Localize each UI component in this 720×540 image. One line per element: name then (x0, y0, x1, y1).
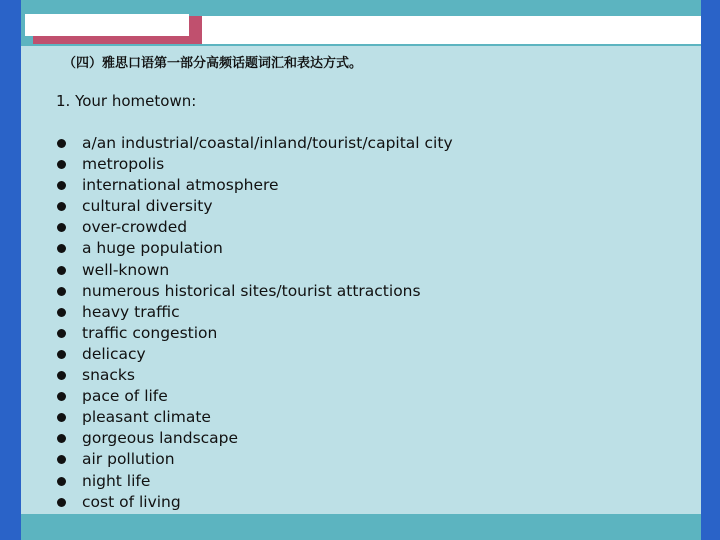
bullet-icon (57, 266, 66, 275)
vocab-item-text: international atmosphere (82, 176, 279, 195)
white-header-strip (202, 16, 701, 44)
bullet-icon (57, 160, 66, 169)
vocab-item (51, 281, 453, 302)
vocab-item (51, 260, 453, 281)
vocab-item-text: numerous historical sites/tourist attractions (82, 281, 421, 300)
bullet-icon (57, 181, 66, 190)
vocab-item-text: over-crowded (82, 218, 188, 237)
vocab-item-text: air pollution (82, 450, 175, 469)
vocab-item-text: a huge population (82, 239, 223, 258)
vocab-item-text: heavy traffic (82, 302, 180, 321)
vocab-item-text: night life (82, 471, 151, 490)
vocab-item-text: pace of life (82, 387, 168, 406)
vocab-item (51, 196, 453, 217)
vocab-item-text: delicacy (82, 344, 146, 363)
vocab-item (51, 175, 453, 196)
bullet-icon (57, 202, 66, 211)
bullet-icon (57, 477, 66, 486)
vocab-item-text: traffic congestion (82, 323, 218, 342)
vocab-item (51, 407, 453, 428)
bullet-icon (57, 392, 66, 401)
vocab-item-text: pleasant climate (82, 408, 211, 427)
vocab-item (51, 217, 453, 238)
vocab-list (51, 133, 453, 513)
bullet-icon (57, 223, 66, 232)
topic-title: 1. Your hometown: (56, 92, 197, 110)
bullet-icon (57, 139, 66, 148)
bullet-icon (57, 308, 66, 317)
slide (21, 0, 701, 540)
vocab-item-text: gorgeous landscape (82, 429, 239, 448)
vocab-item (51, 302, 453, 323)
bullet-icon (57, 287, 66, 296)
bullet-icon (57, 498, 66, 507)
vocab-item (51, 471, 453, 492)
bottom-decor-bar (21, 514, 701, 540)
vocab-item (51, 449, 453, 470)
bullet-icon (57, 434, 66, 443)
vocab-item-text: cultural diversity (82, 197, 213, 216)
bullet-icon (57, 329, 66, 338)
white-title-box (25, 14, 189, 36)
vocab-item-text: cost of living (82, 492, 181, 511)
vocab-item (51, 238, 453, 259)
vocab-item-text: a/an industrial/coastal/inland/tourist/capital city (82, 134, 453, 152)
vocab-item (51, 428, 453, 449)
vocab-item-text: metropolis (82, 155, 165, 174)
vocab-item (51, 365, 453, 386)
vocab-item (51, 492, 453, 513)
bullet-icon (57, 350, 66, 359)
bullet-icon (57, 413, 66, 422)
bullet-icon (57, 455, 66, 464)
section-heading: （四）雅思口语第一部分高频话题词汇和表达方式。 (63, 56, 363, 71)
vocab-item (51, 323, 453, 344)
bullet-icon (57, 244, 66, 253)
vocab-item (51, 386, 453, 407)
bullet-icon (57, 371, 66, 380)
vocab-item (51, 154, 453, 175)
vocab-item (51, 344, 453, 365)
vocab-item-text: snacks (82, 366, 135, 385)
vocab-item (51, 133, 453, 154)
vocab-item-text: well-known (82, 260, 170, 279)
